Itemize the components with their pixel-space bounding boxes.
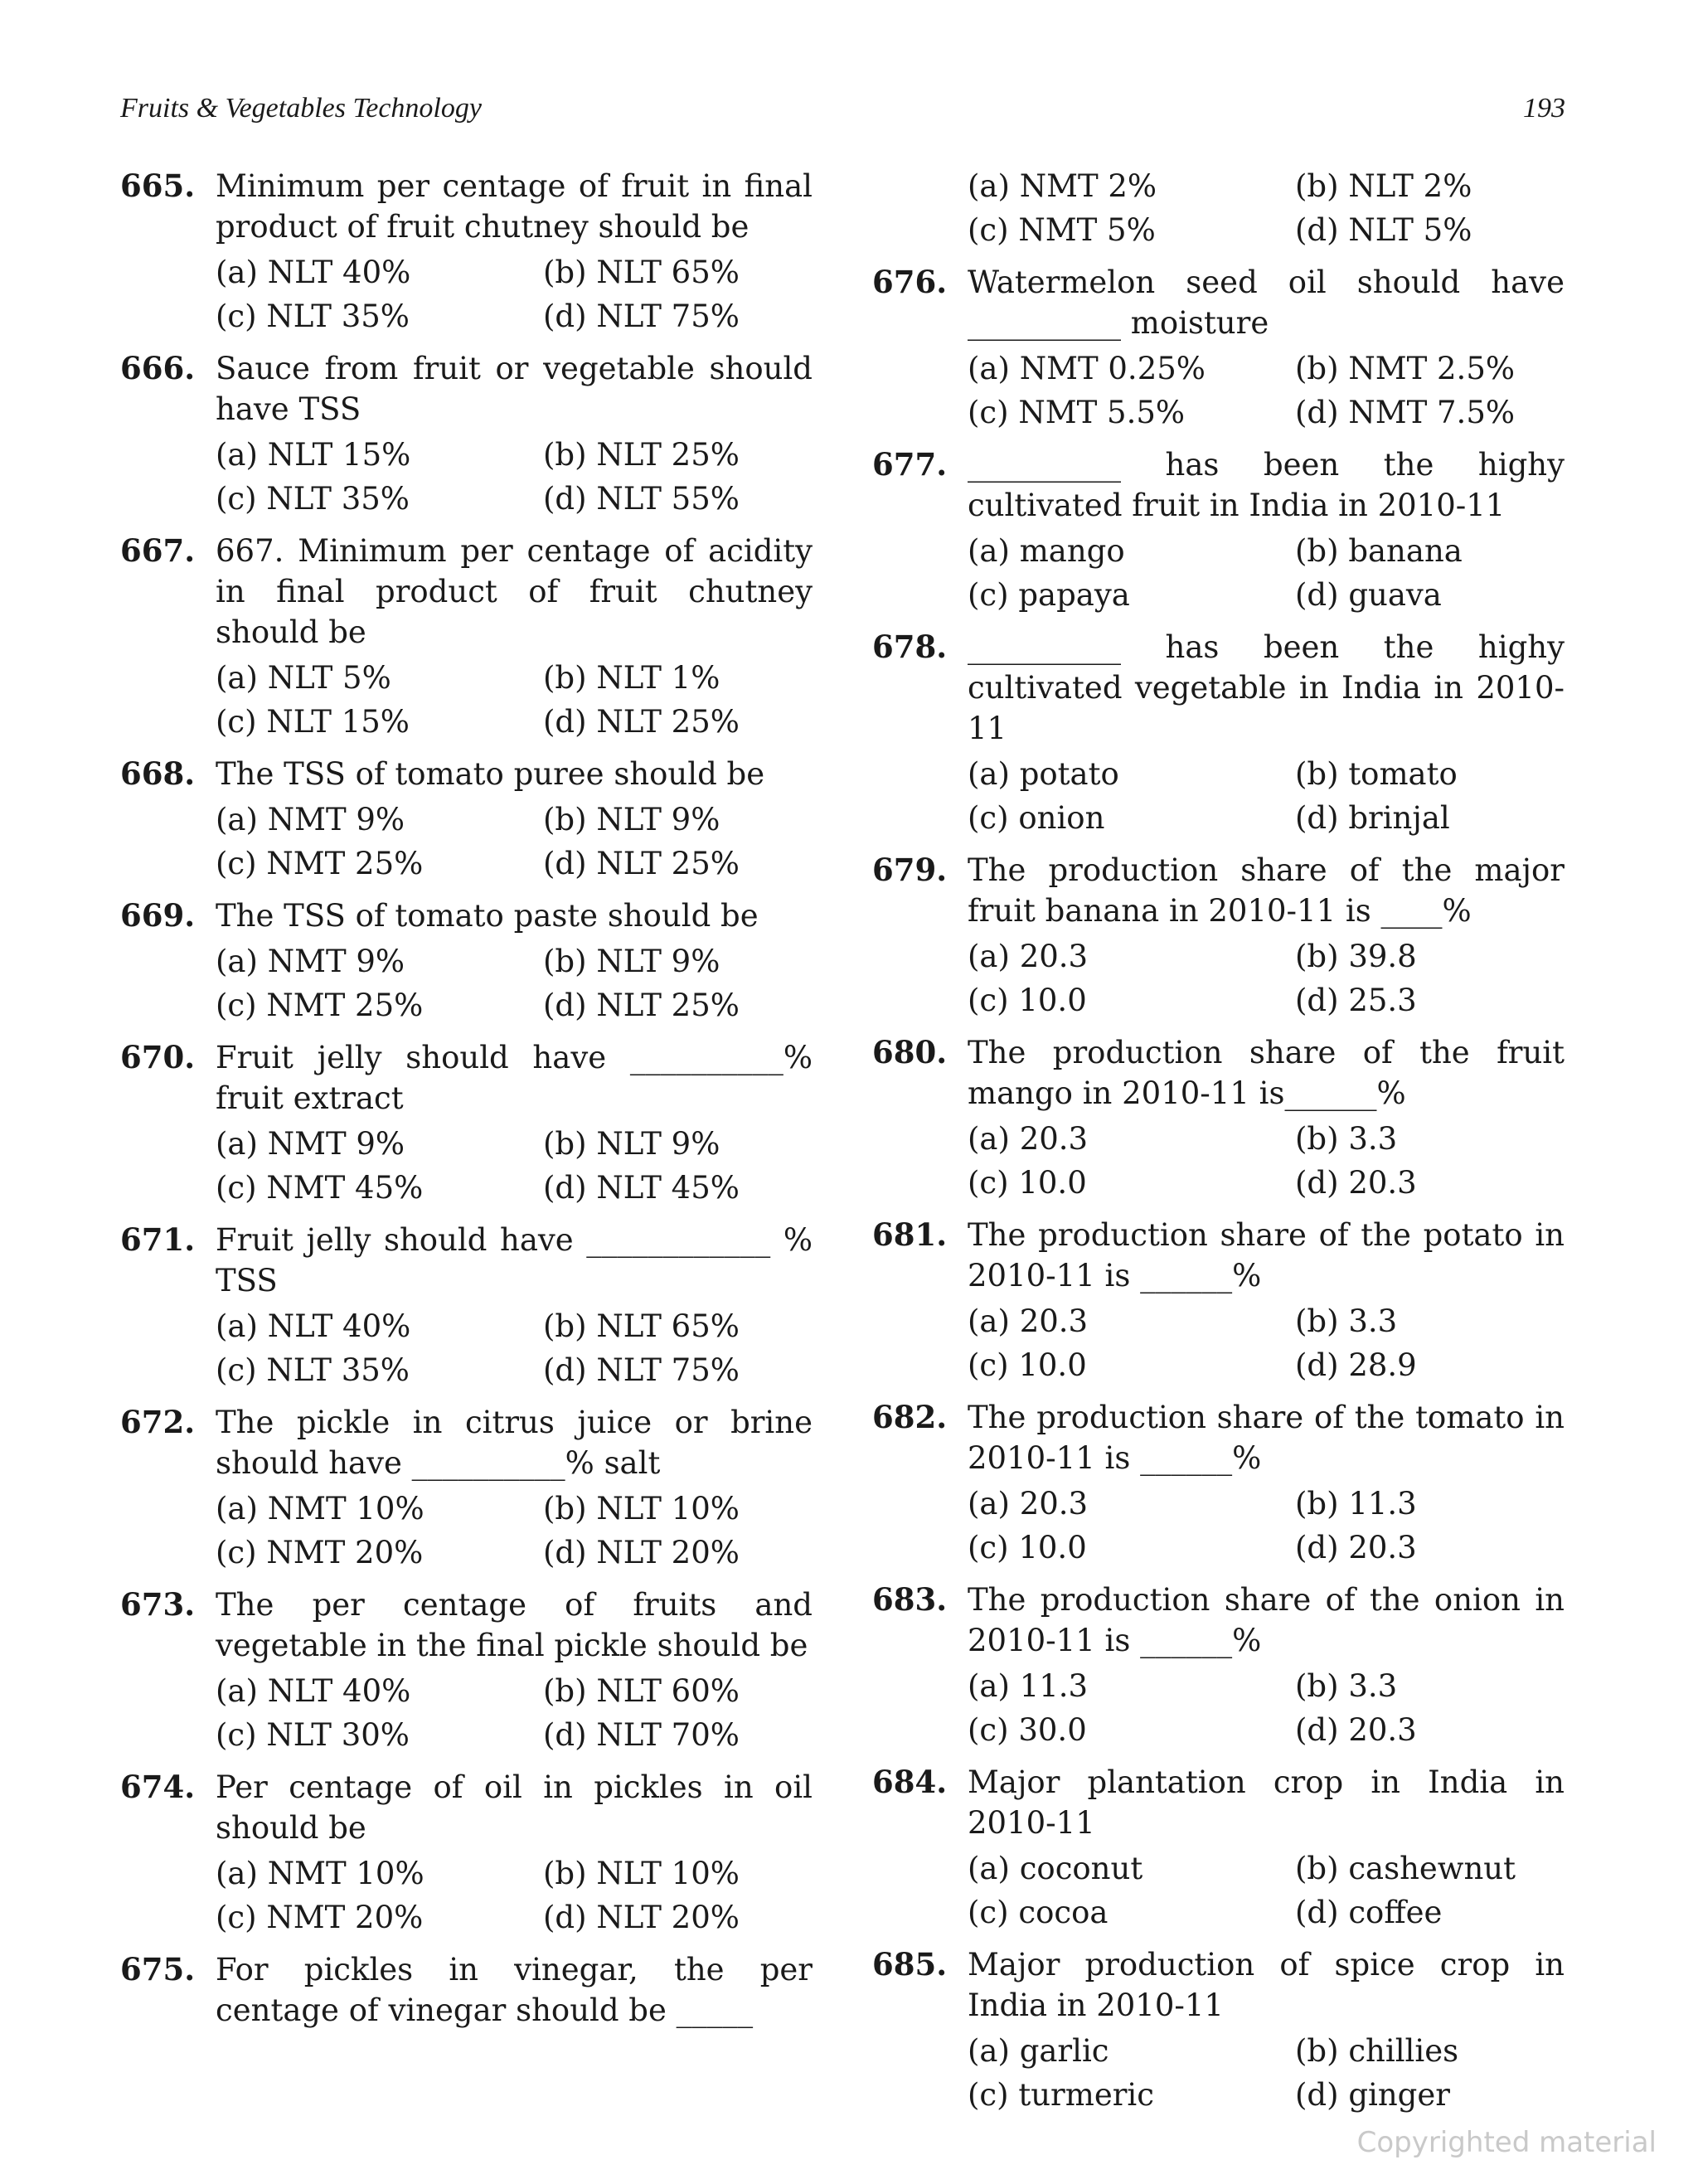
option: (d) NLT 25%: [543, 988, 740, 1023]
option: (d) NLT 75%: [543, 298, 740, 334]
option: (a) NLT 40%: [216, 1673, 411, 1709]
question-item: [872, 1762, 1565, 1933]
option: (c) NMT 45%: [216, 1170, 424, 1206]
option: (b) NLT 1%: [543, 660, 720, 696]
option: (c) 10.0: [968, 983, 1087, 1018]
option: (a) 20.3: [968, 1121, 1089, 1157]
question-item: [120, 166, 813, 337]
option: (d) NLT 75%: [543, 1352, 740, 1388]
option: (d) ginger: [1295, 2077, 1450, 2113]
option: (b) NLT 65%: [543, 1308, 740, 1344]
question-text: The production share of the tomato in 2010-11 is ______%: [968, 1400, 1565, 1476]
option: (d) NLT 20%: [543, 1900, 740, 1935]
option: (a) NLT 40%: [216, 255, 411, 290]
option: (c) 30.0: [968, 1712, 1087, 1748]
question-stem: [872, 1762, 1565, 1843]
question-item: [120, 531, 813, 742]
answer-options: [120, 1671, 813, 1755]
option: (c) NMT 5%: [968, 212, 1156, 248]
option: (d) NMT 7.5%: [1295, 395, 1516, 430]
question-number: 670.: [120, 1039, 196, 1075]
option: (c) turmeric: [968, 2077, 1154, 2113]
question-item: [872, 444, 1565, 615]
question-text: The production share of the fruit mango in 2010-11 is______%: [968, 1035, 1565, 1111]
question-number: 685.: [872, 1946, 948, 1983]
question-item: [120, 1949, 813, 2031]
question-text: __________ has been the highy cultivated vegetable in India in 2010-11: [968, 629, 1565, 746]
option: (d) NLT 25%: [543, 704, 740, 740]
option: (d) 20.3: [1295, 1530, 1417, 1565]
option: (c) cocoa: [968, 1895, 1109, 1930]
answer-options: [120, 941, 813, 1026]
option: (b) tomato: [1295, 756, 1458, 792]
question-stem: [120, 754, 813, 794]
right-column: [872, 166, 1565, 2127]
question-item: [120, 1220, 813, 1390]
option: (b) NLT 25%: [543, 437, 740, 473]
option: (d) 20.3: [1295, 1712, 1417, 1748]
question-item: [872, 262, 1565, 433]
left-column: [120, 166, 813, 2042]
question-number: 666.: [120, 350, 196, 386]
option: (d) coffee: [1295, 1895, 1443, 1930]
question-number: 672.: [120, 1404, 196, 1440]
question-stem: [120, 1402, 813, 1483]
question-stem: [120, 1767, 813, 1848]
question-item: [872, 1944, 1565, 2115]
option: (c) NMT 25%: [216, 846, 424, 881]
answer-options: [120, 799, 813, 884]
answer-options: [872, 531, 1565, 615]
question-number: 679.: [872, 852, 948, 888]
option: (c) NMT 20%: [216, 1900, 424, 1935]
question-number: 669.: [120, 897, 196, 934]
question-item: [872, 1580, 1565, 1750]
answer-options: [120, 1124, 813, 1208]
question-stem: [872, 444, 1565, 526]
answer-options: [872, 348, 1565, 433]
question-item: [872, 1215, 1565, 1386]
question-stem: [872, 1580, 1565, 1661]
question-text: Fruit jelly should have __________% fruit extract: [216, 1040, 813, 1116]
question-text: __________ has been the highy cultivated fruit in India in 2010-11: [968, 447, 1565, 523]
question-text: The per centage of fruits and vegetable in the final pickle should be: [216, 1587, 813, 1663]
question-number: 674.: [120, 1769, 196, 1805]
option: (b) NLT 9%: [543, 944, 720, 979]
copyright-watermark: Copyrighted material: [1356, 2126, 1657, 2159]
question-text: The TSS of tomato paste should be: [216, 898, 759, 934]
option: (a) NMT 10%: [216, 1491, 424, 1526]
option: (d) NLT 5%: [1295, 212, 1472, 248]
answer-options: [120, 252, 813, 337]
option: (c) NMT 25%: [216, 988, 424, 1023]
option: (c) NMT 20%: [216, 1535, 424, 1570]
option: (b) 3.3: [1295, 1121, 1398, 1157]
option: (a) coconut: [968, 1851, 1143, 1886]
option: (b) NLT 10%: [543, 1856, 740, 1891]
question-stem: [872, 850, 1565, 931]
question-item: [872, 850, 1565, 1021]
question-number: 681.: [872, 1216, 948, 1253]
question-text: Major production of spice crop in India in 2010-11: [968, 1947, 1565, 2023]
question-number: 677.: [872, 446, 948, 483]
option: (d) NLT 45%: [543, 1170, 740, 1206]
question-item: [872, 1032, 1565, 1203]
question-item: [872, 1397, 1565, 1568]
question-item: [120, 1037, 813, 1208]
option: (a) NLT 5%: [216, 660, 391, 696]
answer-options: [872, 1119, 1565, 1203]
option: (c) NLT 35%: [216, 1352, 410, 1388]
question-text: For pickles in vinegar, the per centage of vinegar should be _____: [216, 1952, 813, 2028]
question-stem: [120, 348, 813, 430]
question-text: Major plantation crop in India in 2010-11: [968, 1764, 1565, 1841]
question-number: 684.: [872, 1764, 948, 1800]
option: (b) 3.3: [1295, 1668, 1398, 1704]
question-item: [872, 627, 1565, 838]
option: (d) NLT 55%: [543, 481, 740, 517]
running-header-title: Fruits & Vegetables Technology: [120, 93, 482, 124]
option: (a) 20.3: [968, 1303, 1089, 1339]
question-item: [120, 1585, 813, 1755]
answer-options: [872, 1848, 1565, 1933]
option: (a) mango: [968, 533, 1125, 569]
option: (c) NLT 15%: [216, 704, 410, 740]
option: (b) NLT 65%: [543, 255, 740, 290]
question-number: 676.: [872, 264, 948, 300]
answer-options: [120, 1853, 813, 1938]
question-item: [120, 1402, 813, 1573]
answer-options: [120, 434, 813, 519]
question-number: 671.: [120, 1221, 196, 1258]
option: (a) NLT 15%: [216, 437, 411, 473]
answer-options: [120, 1488, 813, 1573]
option: (b) NMT 2.5%: [1295, 351, 1516, 386]
option: (c) NLT 35%: [216, 481, 410, 517]
question-number: 683.: [872, 1581, 948, 1618]
option: (c) 10.0: [968, 1165, 1087, 1201]
option: (b) 39.8: [1295, 939, 1417, 974]
option: (b) 11.3: [1295, 1486, 1417, 1522]
option: (d) 20.3: [1295, 1165, 1417, 1201]
option: (a) NMT 2%: [968, 168, 1157, 204]
option: (c) NLT 35%: [216, 298, 410, 334]
question-text: The pickle in citrus juice or brine should have __________% salt: [216, 1405, 813, 1481]
question-item: [120, 754, 813, 884]
question-number: 675.: [120, 1951, 196, 1987]
question-text: Fruit jelly should have ____________ % TSS: [216, 1222, 813, 1298]
page-number: 193: [1523, 93, 1565, 124]
option: (c) 10.0: [968, 1347, 1087, 1383]
option: (a) garlic: [968, 2033, 1109, 2069]
question-text: The production share of the major fruit banana in 2010-11 is ____%: [968, 852, 1565, 929]
question-675-continued-options: [872, 166, 1565, 250]
option: (a) 11.3: [968, 1668, 1089, 1704]
question-text: The production share of the onion in 2010-11 is ______%: [968, 1582, 1565, 1658]
question-stem: [872, 627, 1565, 749]
option: (a) 20.3: [968, 1486, 1089, 1522]
option: (a) NMT 10%: [216, 1856, 424, 1891]
question-text: Watermelon seed oil should have __________ moisture: [968, 265, 1565, 341]
question-item: [120, 1767, 813, 1938]
question-text: Per centage of oil in pickles in oil should be: [216, 1769, 813, 1846]
question-stem: [120, 1585, 813, 1666]
answer-options: [872, 1666, 1565, 1750]
question-text: The TSS of tomato puree should be: [216, 756, 765, 792]
question-number: 678.: [872, 629, 948, 665]
option: (b) cashewnut: [1295, 1851, 1516, 1886]
question-text: Sauce from fruit or vegetable should have TSS: [216, 351, 813, 427]
option: (b) NLT 2%: [1295, 168, 1472, 204]
option: (d) NLT 70%: [543, 1717, 740, 1753]
question-stem: [872, 1032, 1565, 1114]
option: (d) brinjal: [1295, 800, 1450, 836]
question-stem: [872, 1397, 1565, 1478]
option: (a) NMT 9%: [216, 944, 405, 979]
option: (d) NLT 20%: [543, 1535, 740, 1570]
option: (c) NLT 30%: [216, 1717, 410, 1753]
answer-options: [872, 2031, 1565, 2115]
question-number: 667.: [120, 532, 196, 569]
option: (c) papaya: [968, 577, 1130, 613]
option: (a) NMT 9%: [216, 1126, 405, 1162]
option: (c) 10.0: [968, 1530, 1087, 1565]
option: (c) onion: [968, 800, 1105, 836]
question-number: 665.: [120, 167, 196, 204]
question-stem: [872, 1944, 1565, 2026]
question-stem: [120, 1037, 813, 1119]
option: (b) banana: [1295, 533, 1463, 569]
option: (d) 28.9: [1295, 1347, 1417, 1383]
option: (b) NLT 9%: [543, 802, 720, 837]
option: (b) NLT 10%: [543, 1491, 740, 1526]
question-item: [120, 895, 813, 1026]
question-number: 673.: [120, 1586, 196, 1623]
option: (c) NMT 5.5%: [968, 395, 1186, 430]
question-stem: [120, 166, 813, 247]
question-stem: [120, 895, 813, 936]
answer-options: [872, 1483, 1565, 1568]
question-text: The production share of the potato in 2010-11 is ______%: [968, 1217, 1565, 1293]
question-stem: [872, 1215, 1565, 1296]
question-stem: [872, 262, 1565, 343]
question-item: [120, 348, 813, 519]
question-stem: [120, 1220, 813, 1301]
option: (a) NMT 0.25%: [968, 351, 1206, 386]
option: (a) NMT 9%: [216, 802, 405, 837]
answer-options: [120, 1306, 813, 1390]
option: (b) 3.3: [1295, 1303, 1398, 1339]
question-number: 682.: [872, 1399, 948, 1435]
question-number: 668.: [120, 755, 196, 792]
option: (d) NLT 25%: [543, 846, 740, 881]
option: (a) 20.3: [968, 939, 1089, 974]
question-number: 680.: [872, 1034, 948, 1070]
question-stem: [120, 1949, 813, 2031]
option: (b) chillies: [1295, 2033, 1459, 2069]
answer-options: [872, 936, 1565, 1021]
question-text: Minimum per centage of fruit in final product of fruit chutney should be: [216, 168, 813, 245]
option: (a) potato: [968, 756, 1119, 792]
answer-options: [872, 1301, 1565, 1386]
option: (d) 25.3: [1295, 983, 1417, 1018]
answer-options: [120, 658, 813, 742]
option: (b) NLT 60%: [543, 1673, 740, 1709]
question-text: 667. Minimum per centage of acidity in final product of fruit chutney should be: [216, 533, 813, 650]
option: (b) NLT 9%: [543, 1126, 720, 1162]
answer-options: [872, 754, 1565, 838]
option: (a) NLT 40%: [216, 1308, 411, 1344]
question-stem: [120, 531, 813, 653]
option: (d) guava: [1295, 577, 1442, 613]
